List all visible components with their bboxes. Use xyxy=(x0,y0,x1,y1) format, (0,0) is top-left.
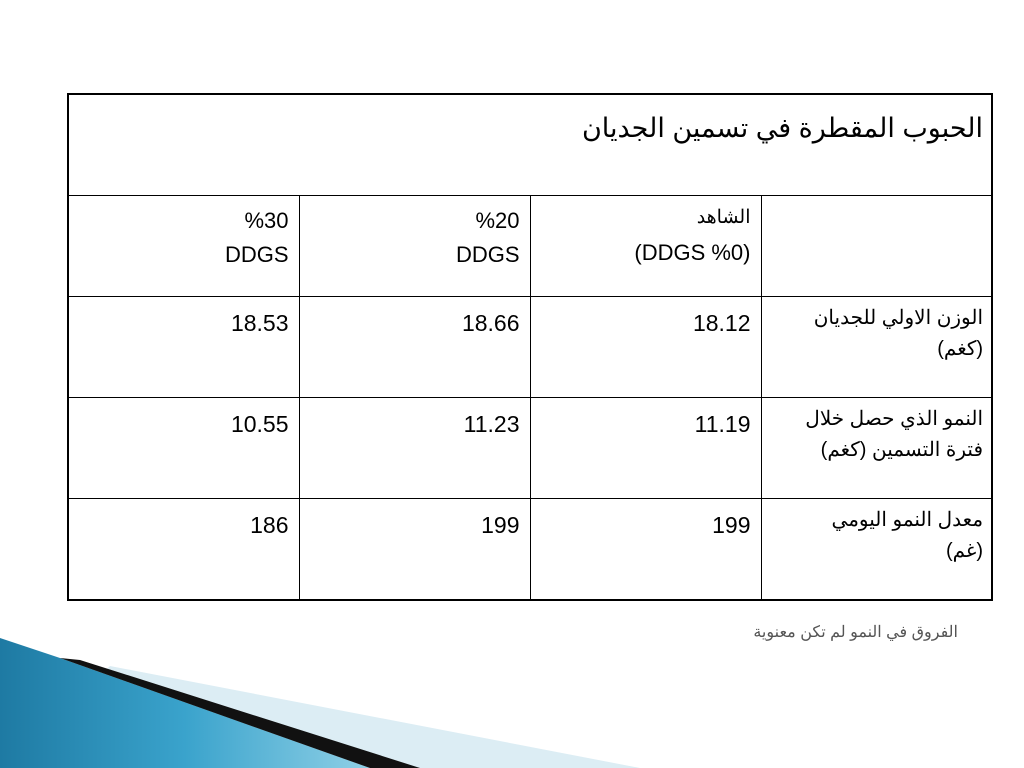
table-row xyxy=(68,398,992,499)
header-control xyxy=(530,195,761,296)
cell-control: 11.19 xyxy=(530,398,761,499)
data-table xyxy=(67,93,993,601)
row-label-line1: النمو الذي حصل خلال xyxy=(805,408,984,431)
header-control-line2: (DDGS %0) xyxy=(634,240,751,266)
header-ddgs20 xyxy=(299,195,530,296)
cell-ddgs30: 10.55 xyxy=(68,398,299,499)
cell-control: 18.12 xyxy=(530,296,761,397)
header-ddgs30 xyxy=(68,195,299,296)
cell-control: 199 xyxy=(530,499,761,600)
header-row xyxy=(68,195,992,296)
cell-ddgs30: 186 xyxy=(68,499,299,600)
row-label-line2: (كغم) xyxy=(937,337,984,360)
header-empty-cell xyxy=(761,195,992,296)
table-row xyxy=(68,499,992,600)
cell-ddgs30: 18.53 xyxy=(68,296,299,397)
footnote: الفروق في النمو لم تكن معنوية xyxy=(753,624,958,641)
table-row xyxy=(68,296,992,397)
row-label xyxy=(761,499,992,600)
cell-ddgs20: 199 xyxy=(299,499,530,600)
header-control-line1: الشاهد xyxy=(696,206,751,228)
header-ddgs30-line1: %30 xyxy=(244,207,289,233)
row-label xyxy=(761,296,992,397)
row-label-line1: معدل النمو اليومي xyxy=(831,509,984,532)
header-ddgs20-line1: %20 xyxy=(475,207,520,233)
row-label-line2: (غم) xyxy=(945,540,984,563)
cell-ddgs20: 11.23 xyxy=(299,398,530,499)
cell-ddgs20: 18.66 xyxy=(299,296,530,397)
row-label-line1: الوزن الاولي للجديان xyxy=(813,306,984,329)
row-label-line2: فترة التسمين (كغم) xyxy=(820,439,984,462)
header-ddgs30-line2: DDGS xyxy=(224,241,289,267)
row-label xyxy=(761,398,992,499)
header-ddgs20-line2: DDGS xyxy=(455,241,520,267)
deco-blue-band xyxy=(0,638,370,768)
table-title: الحبوب المقطرة في تسمين الجديان xyxy=(68,94,992,195)
decorative-swoosh xyxy=(0,638,640,768)
